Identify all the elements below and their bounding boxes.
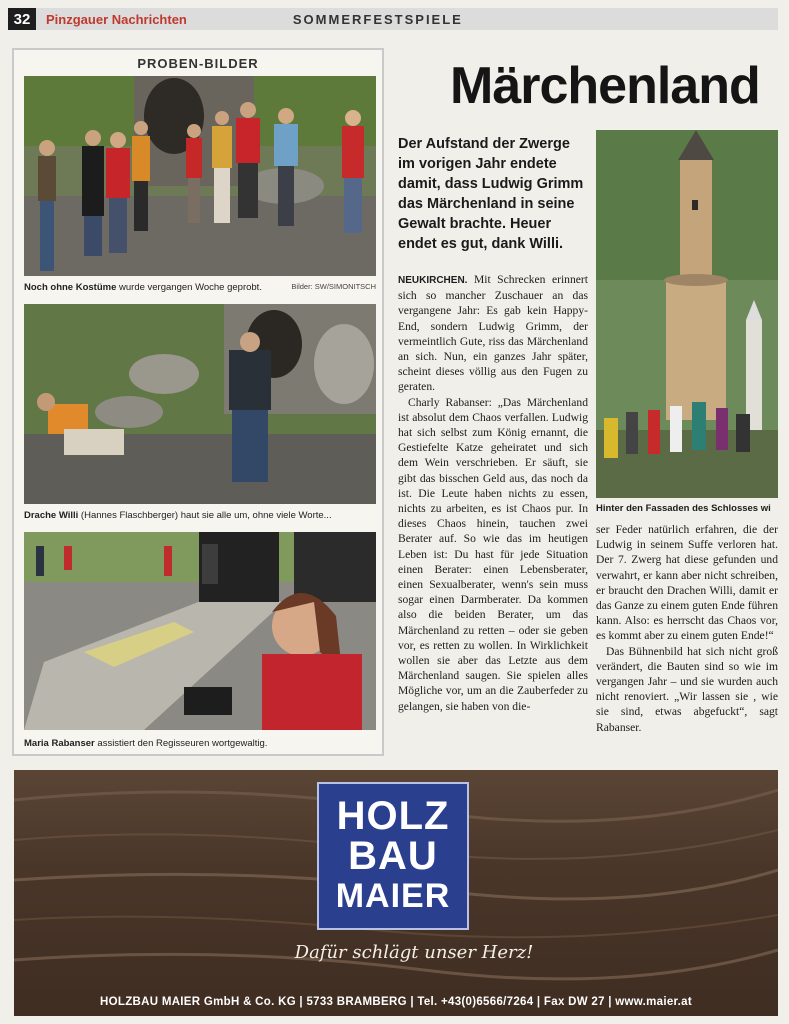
paragraph-1-text: Mit Schrecken erinnert sich so mancher Zuschauer an das vergangene Jahr: Es gab kein Happy-End, sondern Ludwig Grimm, der vermeintlich Gute, riss das Märchenland an sich. Nun, ein ganzes Jahr später, scheint dieses völlig aus den Fugen zu geraten. <box>398 273 588 394</box>
dateline: NEUKIRCHEN. <box>398 275 468 286</box>
logo-line-2: BAU <box>348 834 438 878</box>
article-paragraph-4: Das Bühnenbild hat sich nicht groß verändert, die Bauten sind so wie im vergangen Jahr – und sie wurden auch nicht renoviert. „Wir lassen sie , wie sie sind, etwas abgefuckt“, sagt Rabanser. <box>596 644 778 734</box>
photos-box-title: PROBEN-BILDER <box>137 56 259 71</box>
article-headline: Märchenland <box>450 57 760 115</box>
photo1-caption-bold: Noch ohne Kostüme <box>24 282 117 293</box>
logo-line-1: HOLZ <box>336 794 450 838</box>
rehearsal-photos-box <box>12 48 384 756</box>
article-paragraph-1 <box>398 272 588 395</box>
holzbau-maier-advert <box>14 770 778 1016</box>
photo1-caption <box>24 282 376 293</box>
section-title: SOMMERFESTSPIELE <box>292 11 463 27</box>
photo3-caption-bold: Maria Rabanser <box>24 738 95 749</box>
article-column-1 <box>398 272 588 714</box>
article-lead: Der Aufstand der Zwerge im vorigen Jahr endete damit, dass Ludwig Grimm das Märchenland in seine Gewalt brachte. Heuer endet es gut, dank Willi. <box>398 136 584 252</box>
rehearsal-group-photo <box>24 76 376 276</box>
photo-credit: Bilder: SW/SIMONITSCH <box>291 282 376 291</box>
ad-contact-line: HOLZBAU MAIER GmbH & Co. KG | 5733 BRAMBERG | Tel. +43(0)6566/7264 | Fax DW 27 | www.maier.at <box>100 996 692 1008</box>
newspaper-name: Pinzgauer Nachrichten <box>46 11 187 27</box>
holzbau-maier-logo <box>317 782 469 930</box>
page-number: 32 <box>8 8 36 30</box>
maria-rabanser-photo <box>24 532 376 730</box>
logo-line-3: MAIER <box>335 877 451 915</box>
article-paragraph-2: Charly Rabanser: „Das Märchenland ist absolut dem Chaos verfallen. Ludwig hat sich selbst zum König ernannt, die Gestiefelte Katze geheiratet und sich dem Wein verschrieben. Er säuft, sie gibt das bisschen Geld aus, das noch da ist. Die Leute haben nichts zu essen, nichts zu arbeiten, es ist Chaos pur. In dieses Chaos hinein, tauchen zwei Berater auf. So wie das im heutigen Leben ist: Du hast für jede Situation einen Berater: einen Lebensberater, einen Sexualberater, wenn's sein muss sogar einen Darmberater. Da kommen also die beiden Berater, um das Märchenland zu retten – oder sie geben vor, es retten zu wollen. In Wirklichkeit wollen sie aber das Letzte aus dem Märchenland saugen. Sie spielen alles Mögliche vor, um an die Zauberfeder zu gelangen, sie haben von die- <box>398 395 588 713</box>
ad-slogan: Dafür schlägt unser Herz! <box>294 942 534 963</box>
photo2-caption-bold: Drache Willi <box>24 510 79 521</box>
article-column-2 <box>596 522 778 735</box>
page-header <box>8 8 778 30</box>
article-paragraph-3: ser Feder natürlich erfahren, die der Ludwig in seinem Suffe verloren hat. Der 7. Zwerg hat diese gefunden und verwahrt, er kann aber nicht schreiben, er braucht den Drachen Willi, damit er das Ganze zu einem guten Ende führen kann. Also: es herrscht das Chaos vor, es kommt aber zu einem guten Ende!“ <box>596 523 778 643</box>
photo3-caption <box>24 738 376 749</box>
castle-tower-photo <box>596 130 778 498</box>
dragon-willi-photo <box>24 304 376 504</box>
photo2-caption <box>24 510 376 521</box>
photo2-caption-text: (Hannes Flaschberger) haut sie alle um, ohne viele Worte... <box>78 510 332 521</box>
photo3-caption-text: assistiert den Regisseuren wortgewaltig. <box>94 738 268 749</box>
tower-photo-caption: Hinter den Fassaden des Schlosses wi <box>596 503 771 514</box>
photo1-caption-text: wurde vergangen Woche geprobt. <box>116 282 262 293</box>
